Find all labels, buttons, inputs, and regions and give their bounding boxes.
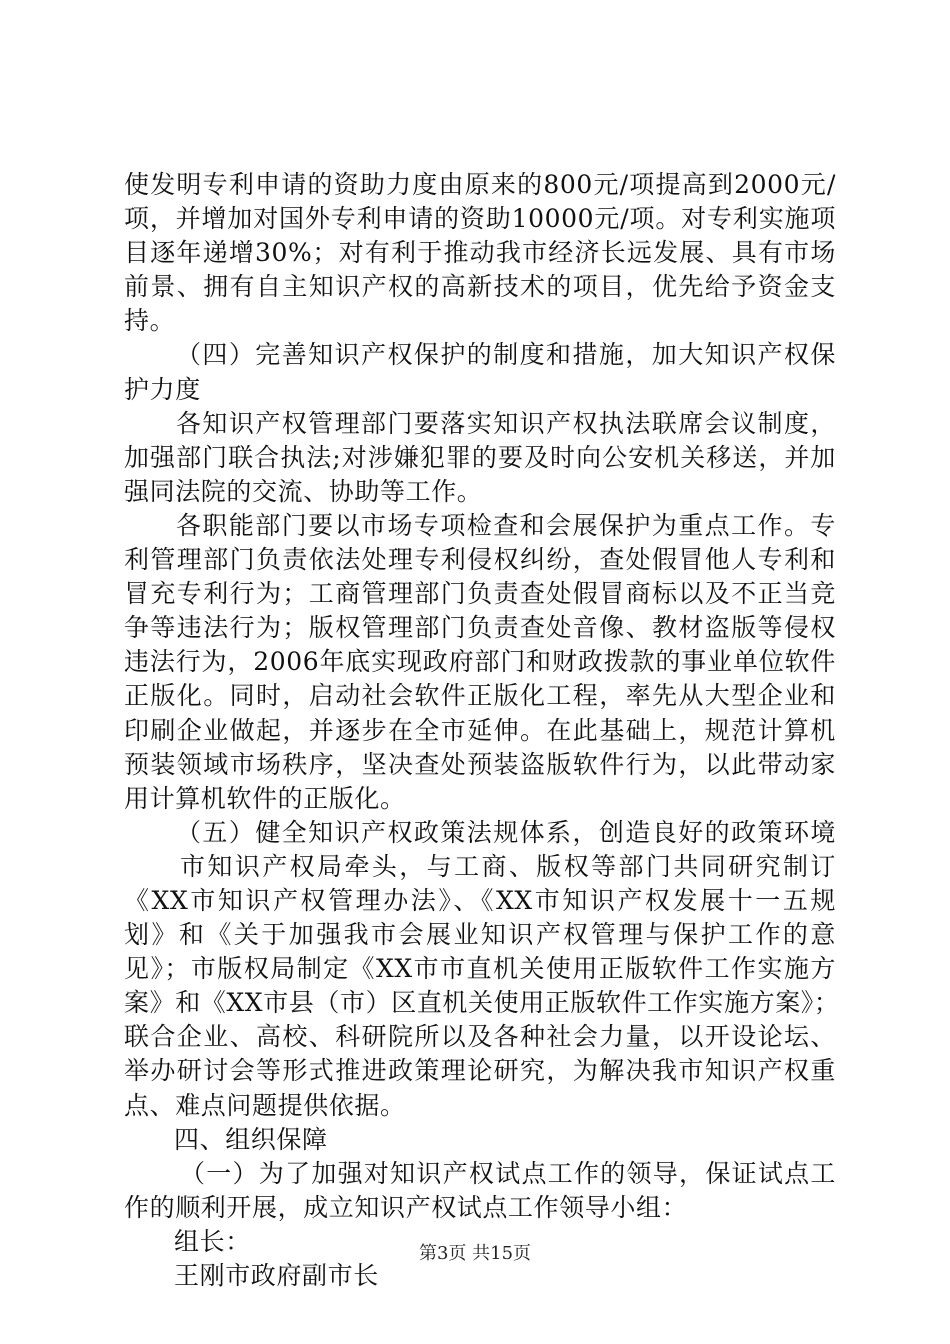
page-footer (0, 1242, 950, 1266)
paragraph-line: 持。 (124, 306, 176, 336)
paragraph-line: 点、难点问题提供依据。 (124, 1090, 406, 1120)
paragraph-line: 加强部门联合执法;对涉嫌犯罪的要及时向公安机关移送，并加 (124, 442, 836, 472)
section-heading-line: （五）健全知识产权政策法规体系，创造良好的政策环境 (176, 817, 836, 847)
paragraph-line: 见》；市版权局制定《XX市市直机关使用正版软件工作实施方 (124, 954, 836, 984)
section-heading-line: 四、组织保障 (174, 1124, 328, 1154)
paragraph-line: 各职能部门要以市场专项检查和会展保护为重点工作。专 (176, 510, 836, 540)
paragraph-line: 王刚市政府副市长 (174, 1261, 379, 1290)
paragraph-line: 强同法院的交流、协助等工作。 (124, 476, 483, 506)
paragraph-line: 联合企业、高校、科研院所以及各种社会力量，以开设论坛、 (124, 1022, 836, 1052)
paragraph-line: 市知识产权局牵头，与工商、版权等部门共同研究制订 (180, 851, 836, 881)
paragraph-line: 冒充专利行为；工商管理部门负责查处假冒商标以及不正当竞 (124, 579, 836, 609)
paragraph-line: 前景、拥有自主知识产权的高新技术的项目，优先给予资金支 (124, 272, 836, 302)
paragraph-line: （一）为了加强对知识产权试点工作的领导，保证试点工 (180, 1158, 836, 1188)
paragraph-line: 《XX市知识产权管理办法》、《XX市知识产权发展十一五规 (124, 885, 836, 915)
paragraph-line: 举办研讨会等形式推进政策理论研究，为解决我市知识产权重 (124, 1056, 836, 1086)
paragraph-line: 争等违法行为；版权管理部门负责查处音像、教材盗版等侵权 (124, 613, 836, 643)
paragraph-line: 印刷企业做起，并逐步在全市延伸。在此基础上，规范计算机 (124, 715, 836, 745)
paragraph-line: 利管理部门负责依法处理专利侵权纠纷，查处假冒他人专利和 (124, 545, 836, 575)
paragraph-line: 划》和《关于加强我市会展业知识产权管理与保护工作的意 (124, 920, 836, 950)
paragraph-line: 项，并增加对国外专利申请的资助10000元/项。对专利实施项 (124, 204, 836, 234)
paragraph-line: 作的顺利开展，成立知识产权试点工作领导小组： (124, 1192, 688, 1222)
paragraph-line: 目逐年递增30%；对有利于推动我市经济长远发展、具有市场 (124, 238, 836, 268)
document-body (124, 168, 840, 1293)
paragraph-line: 各知识产权管理部门要落实知识产权执法联席会议制度， (176, 408, 836, 438)
paragraph-line: 预装领域市场秩序，坚决查处预装盗版软件行为，以此带动家 (124, 749, 836, 779)
paragraph-line: 正版化。同时，启动社会软件正版化工程，率先从大型企业和 (124, 681, 836, 711)
paragraph-line: 使发明专利申请的资助力度由原来的800元/项提高到2000元/ (124, 170, 836, 199)
paragraph-line: 案》和《XX市县（市）区直机关使用正版软件工作实施方案》； (124, 988, 840, 1018)
paragraph-line: 组长： (174, 1226, 251, 1256)
section-heading-line: 护力度 (124, 374, 201, 404)
section-heading-line: （四）完善知识产权保护的制度和措施，加大知识产权保 (176, 340, 836, 370)
page-number: 第3页 共15页 (418, 1243, 532, 1264)
paragraph-line: 违法行为，2006年底实现政府部门和财政拨款的事业单位软件 (124, 647, 836, 677)
paragraph-line: 用计算机软件的正版化。 (124, 783, 406, 813)
